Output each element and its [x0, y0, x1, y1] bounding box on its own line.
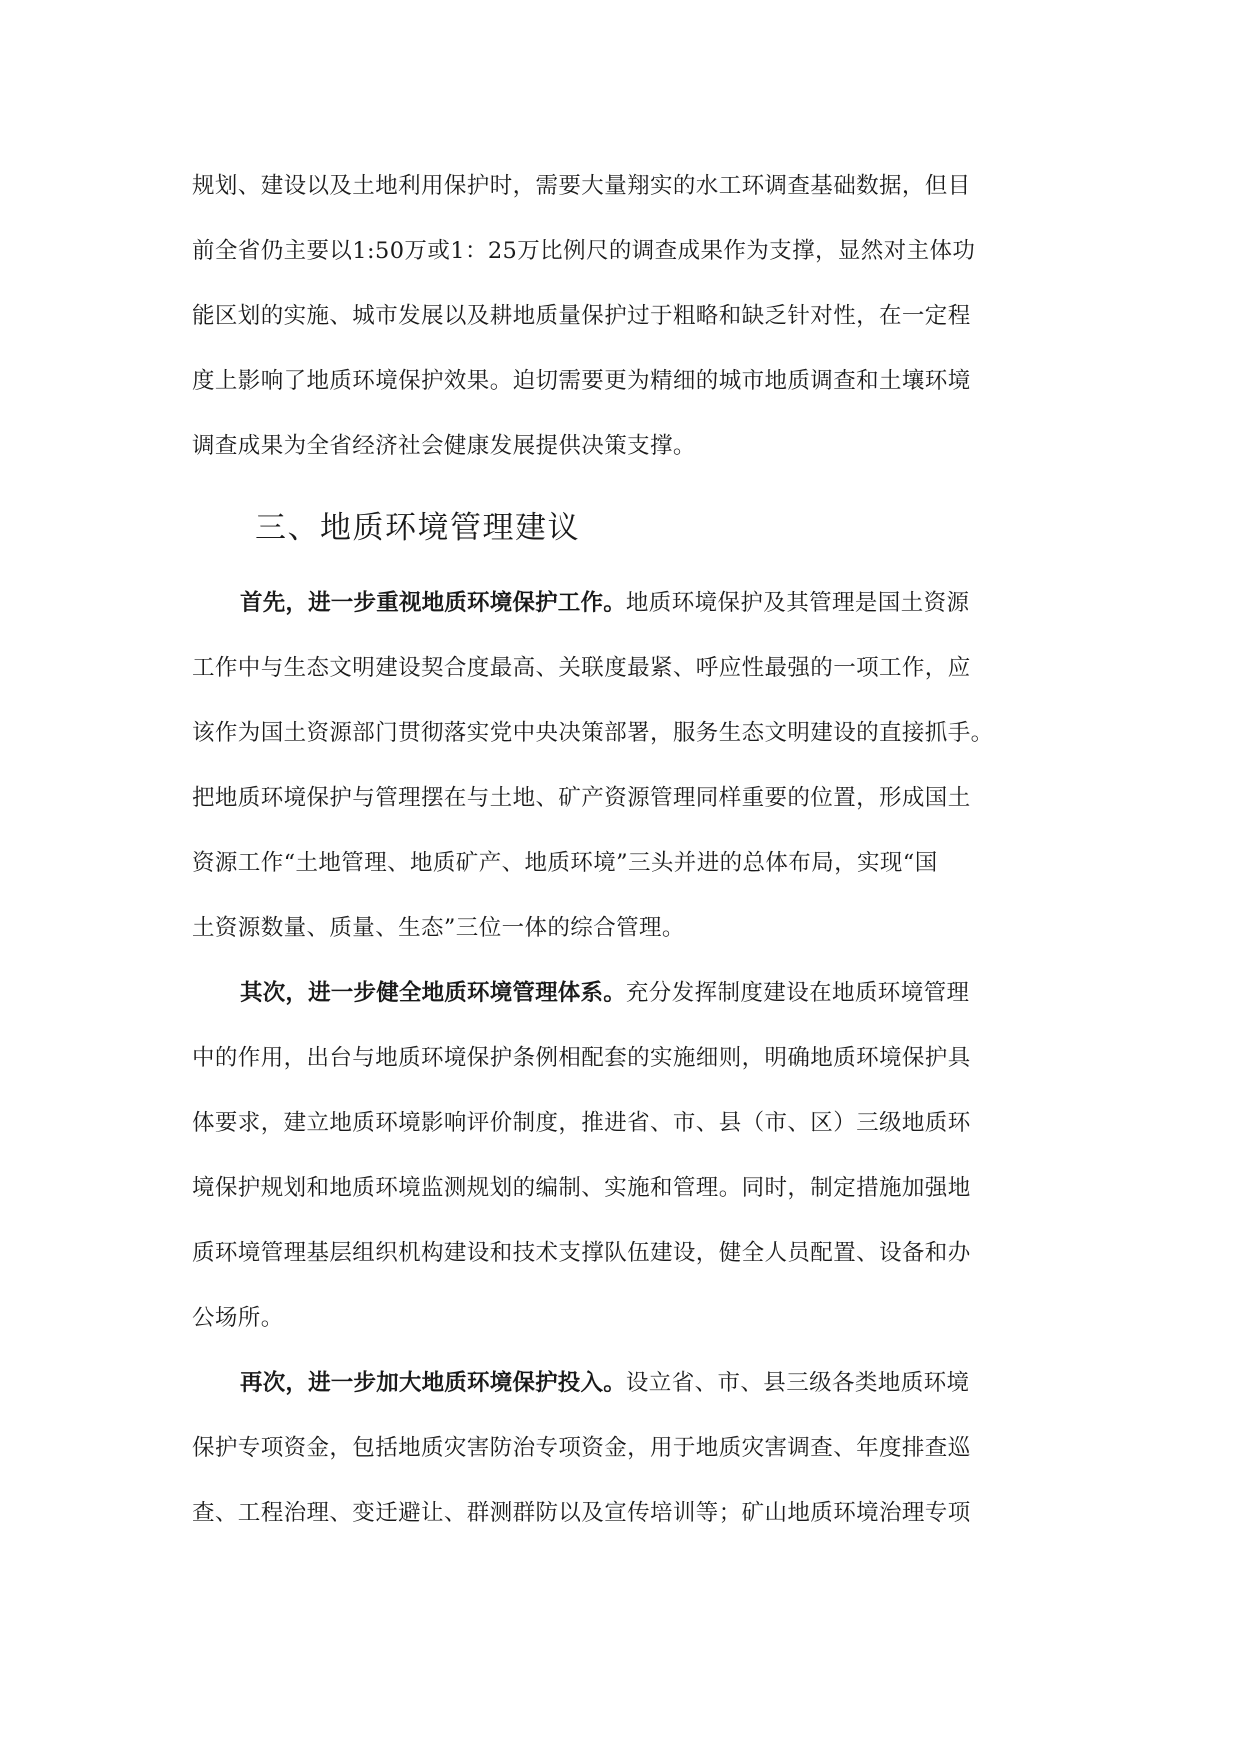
paragraph-1-first-line: [240, 588, 1100, 618]
paragraph-2-lead: 其次，进一步健全地质环境管理体系。: [240, 980, 626, 1006]
paragraph-1-first-rest: 地质环境保护及其管理是国土资源: [625, 590, 970, 616]
paragraph-3-line: 保护专项资金，包括地质灾害防治专项资金，用于地质灾害调查、年度排查巡: [192, 1435, 971, 1461]
paragraph-2-line: 公场所。: [192, 1305, 284, 1331]
paragraph-2-line: 质环境管理基层组织机构建设和技术支撑队伍建设，健全人员配置、设备和办: [192, 1240, 971, 1266]
paragraph-3-line: 查、工程治理、变迁避让、群测群防以及宣传培训等；矿山地质环境治理专项: [192, 1500, 971, 1526]
paragraph-2-line: 境保护规划和地质环境监测规划的编制、实施和管理。同时，制定措施加强地: [192, 1175, 971, 1201]
paragraph-1-line: 该作为国土资源部门贯彻落实党中央决策部署，服务生态文明建设的直接抓手。: [192, 720, 994, 746]
paragraph-1-line: 资源工作“土地管理、地质矿产、地质环境”三头并进的总体布局，实现“国: [192, 850, 938, 876]
intro-line: 能区划的实施、城市发展以及耕地质量保护过于粗略和缺乏针对性，在一定程: [192, 303, 971, 329]
intro-line: 前全省仍主要以1:50万或1：25万比例尺的调查成果作为支撑，显然对主体功: [192, 238, 976, 264]
paragraph-1-line: 土资源数量、质量、生态”三位一体的综合管理。: [192, 915, 685, 941]
paragraph-2-first-rest: 充分发挥制度建设在地质环境管理: [625, 980, 970, 1006]
paragraph-3-first-line: [240, 1368, 1100, 1398]
paragraph-1-line: 把地质环境保护与管理摆在与土地、矿产资源管理同样重要的位置，形成国土: [192, 785, 971, 811]
paragraph-2-line: 体要求，建立地质环境影响评价制度，推进省、市、县（市、区）三级地质环: [192, 1110, 971, 1136]
paragraph-1-line: 工作中与生态文明建设契合度最高、关联度最紧、呼应性最强的一项工作，应: [192, 655, 971, 681]
section-heading: 三、地质环境管理建议: [255, 510, 580, 546]
paragraph-2-line: 中的作用，出台与地质环境保护条例相配套的实施细则，明确地质环境保护具: [192, 1045, 971, 1071]
intro-line: 调查成果为全省经济社会健康发展提供决策支撑。: [192, 433, 696, 459]
paragraph-2-first-line: [240, 978, 1100, 1008]
intro-line: 度上影响了地质环境保护效果。迫切需要更为精细的城市地质调查和土壤环境: [192, 368, 971, 394]
intro-line: 规划、建设以及土地利用保护时，需要大量翔实的水工环调查基础数据，但目: [192, 173, 971, 199]
paragraph-1-lead: 首先，进一步重视地质环境保护工作。: [240, 590, 626, 616]
paragraph-3-lead: 再次，进一步加大地质环境保护投入。: [240, 1370, 626, 1396]
paragraph-3-first-rest: 设立省、市、县三级各类地质环境: [625, 1370, 970, 1396]
